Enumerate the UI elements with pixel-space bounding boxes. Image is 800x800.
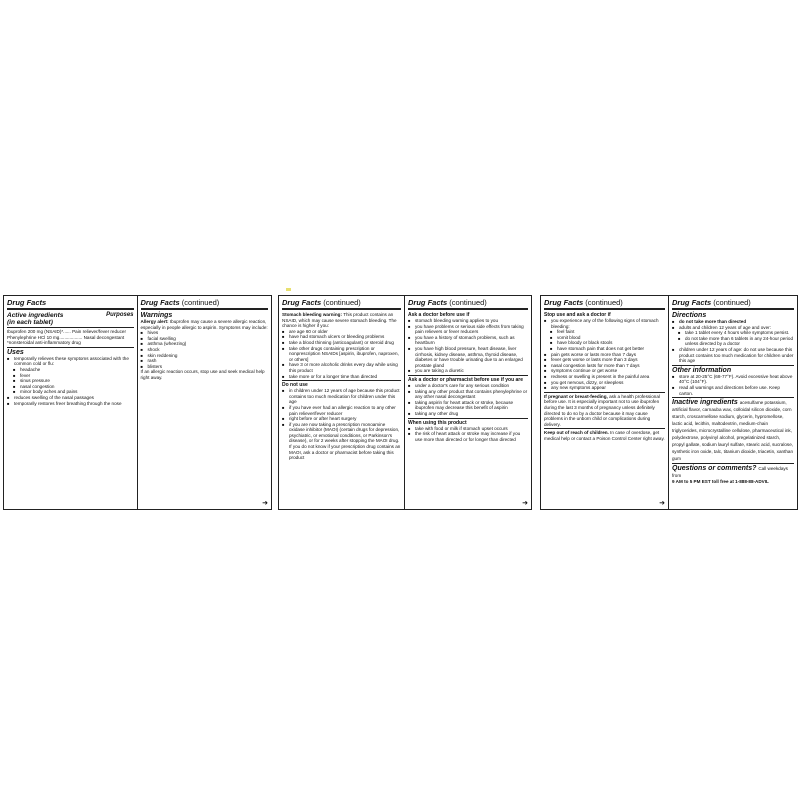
continue-arrow-icon: ➜	[262, 500, 268, 507]
list-item: ■ take a blood thinning (anticoagulant) or steroid drug	[282, 340, 401, 346]
list-item: ■ take 1 tablet every 4 hours while symptoms persist.	[672, 330, 794, 336]
other-information-heading: Other information	[672, 365, 794, 374]
drug-facts-panel-1	[3, 295, 272, 510]
list-item: ■ vomit blood	[544, 335, 665, 341]
list-item: ■ the risk of heart attack or stroke may increase if you use more than directed or for longer than directed	[408, 431, 528, 442]
list-item: ■ if you are now taking a prescription monoamine oxidase inhibitor (MAOI) (certain drugs for depression, psychiatric, or emotional conditions, or Parkinson's disease), or for 2 weeks after stopping the MAOI drug. If you do not know if your prescription drug contains an MAOI, ask a doctor or pharmacist before taking this product	[282, 422, 401, 461]
list-item: ■ adults and children 12 years of age and over:	[672, 325, 794, 331]
list-item: ■ reduces swelling of the nasal passages	[7, 395, 134, 401]
list-item: ■ you have problems or serious side effects from taking pain relievers or fever reducers	[408, 324, 528, 335]
do-not-use-heading: Do not use	[282, 380, 401, 388]
list-item: ■ you have a history of stomach problems, such as heartburn	[408, 335, 528, 346]
list-item: ■ any new symptoms appear	[544, 385, 665, 391]
continue-arrow-icon: ➜	[659, 500, 665, 507]
list-item: ■ blisters	[141, 364, 269, 370]
list-item: ■ take with food or milk if stomach upset occurs	[408, 426, 528, 432]
keep-out-of-reach: Keep out of reach of children. In case of overdose, get medical help or contact a Poison Control Center right away.	[544, 430, 665, 441]
pregnancy-warning: If pregnant or breast-feeding, ask a health professional before use. It is especially important not to use ibuprofen during the last 3 months of pregnancy unless definitely directed to do so by a doctor because it may cause problems in the unborn child or complications during delivery.	[544, 392, 665, 428]
warnings-column	[138, 296, 272, 509]
list-item: ■ you are taking a diuretic	[408, 368, 528, 374]
drug-facts-continued-title: Drug Facts (continued)	[282, 298, 401, 310]
list-item: ■ asthma (wheezing)	[141, 341, 269, 347]
list-item: ■ stomach bleeding warning applies to you	[408, 318, 528, 324]
active-ingredients-heading: Purposes Active ingredients (in each tablet)	[7, 312, 134, 326]
list-item: ■ temporarily restores freer breathing through the nose	[7, 401, 134, 407]
drug-facts-continued-title: Drug Facts (continued)	[141, 298, 269, 310]
list-item: ■ minor body aches and pains	[7, 389, 134, 395]
list-item: ■ skin reddening	[141, 353, 269, 359]
directions-column	[669, 296, 797, 509]
ingredient-ibuprofen: Ibuprofen 200 mg (NSAID)*...... Pain reliever/fever reducer	[7, 327, 134, 335]
stomach-bleeding-warning: Stomach bleeding warning: This product contains an NSAID, which may cause severe stomach bleeding. The chance is higher if you:	[282, 312, 397, 329]
list-item: ■ take more or for a longer time than directed	[282, 374, 401, 380]
list-item: ■ under a doctor's care for any serious condition	[408, 383, 528, 389]
purposes-heading: Purposes	[106, 312, 134, 318]
drug-facts-continued-title: Drug Facts (continued)	[544, 298, 665, 310]
list-item: ■ have 3 or more alcoholic drinks every day while using this product	[282, 362, 401, 373]
inactive-ingredients-block: Inactive ingredients acesulfame potassium, artificial flavor, carnauba wax, colloidal silicon dioxide, corn starch, croscarmellose sodium, glycerin, hypromellose, lactic acid, lecithin, maltodextrin, medium-chain triglycerides, microcrystalline cellulose, pharmaceutical ink, polydextrose, polyvinyl alcohol, pregelatinized starch, propyl gallate, sodium lauryl sulfate, stearic acid, sucralose, synthetic iron oxide, talc, titanium dioxide, triacetin, xanthan gum	[672, 399, 794, 462]
list-item: ■ store at 20-25°C (68-77°F). Avoid excessive heat above 40°C (104°F).	[672, 374, 794, 385]
list-item: ■ you get nervous, dizzy, or sleepless	[544, 380, 665, 386]
list-item: ■ children under 12 years of age: do not use because this product contains too much medication for children under this age	[672, 347, 794, 364]
continue-arrow-icon: ➜	[522, 500, 528, 507]
list-item: ■ fever	[7, 373, 134, 379]
ingredient-phenylephrine: Phenylephrine HCl 10 mg.................. Nasal decongestant	[7, 334, 125, 340]
directions-heading: Directions	[672, 312, 707, 319]
uses-heading: Uses	[7, 347, 134, 356]
ask-pharmacist-heading: Ask a doctor or pharmacist before use if you are	[408, 375, 528, 383]
questions-phone: 9 AM to 5 PM EST toll free at 1-888-88-ADVIL	[672, 479, 769, 485]
highlight-mark	[286, 288, 291, 291]
list-item: ■ are age 60 or older	[282, 329, 401, 335]
active-ingredients-column	[4, 296, 138, 509]
questions-block: Questions or comments? Call weekdays from	[672, 463, 794, 479]
allergy-action: If an allergic reaction occurs, stop use and seek medical help right away.	[140, 369, 265, 380]
stomach-bleeding-column	[279, 296, 405, 509]
list-item: ■ taking aspirin for heart attack or stroke, because ibuprofen may decrease this benefit of aspirin	[408, 400, 528, 411]
list-item: ■ sinus pressure	[7, 378, 134, 384]
list-item: ■ have stomach pain that does not get better	[544, 346, 665, 352]
list-item: ■ in children under 12 years of age because this product contains too much medication for children under this age	[282, 388, 401, 405]
ask-doctor-column	[405, 296, 531, 509]
warnings-heading: Warnings	[140, 312, 173, 319]
list-item: ■ read all warnings and directions before use. Keep carton.	[672, 385, 794, 396]
stop-use-heading: Stop use and ask a doctor if	[544, 312, 611, 318]
list-item: ■ shock	[141, 347, 269, 353]
list-item: ■ taking any other product that contains phenylephrine or any other nasal decongestant	[408, 389, 528, 400]
list-item: ■ take other drugs containing prescription or nonprescription NSAIDs [aspirin, ibuprofen, naproxen, or others]	[282, 346, 401, 363]
nsaid-footnote: *nonsteroidal anti-inflammatory drug	[7, 340, 81, 346]
list-item: ■ do not take more than 6 tablets in any 24-hour period unless directed by a doctor	[672, 336, 794, 347]
list-item: ■ redness or swelling is present in the painful area	[544, 374, 665, 380]
list-item: ■ have had stomach ulcers or bleeding problems	[282, 334, 401, 340]
drug-facts-title: Drug Facts	[7, 298, 134, 310]
list-item: ■ symptoms continue or get worse	[544, 368, 665, 374]
list-item: ■ have bloody or black stools	[544, 340, 665, 346]
list-item: ■ nasal congestion	[7, 384, 134, 390]
list-item: ■ right before or after heart surgery	[282, 416, 401, 422]
list-item: ■ pain gets worse or lasts more than 7 days	[544, 352, 665, 358]
allergy-alert: Allergy alert: Ibuprofen may cause a severe allergic reaction, especially in people allergic to aspirin. Symptoms may include:	[140, 319, 268, 330]
list-item: ■ headache	[7, 367, 134, 373]
list-item: ■ do not take more than directed	[672, 319, 794, 325]
list-item: ■ facial swelling	[141, 336, 269, 342]
list-item: ■ rash	[141, 358, 269, 364]
drug-facts-panel-3	[540, 295, 798, 510]
list-item: ■ you have high blood pressure, heart disease, liver cirrhosis, kidney disease, asthma, thyroid disease, diabetes or have trouble urinating due to an enlarged prostate gland	[408, 346, 528, 368]
drug-facts-continued-title: Drug Facts (continued)	[672, 298, 794, 310]
list-item: ■ feel faint	[544, 329, 665, 335]
ask-doctor-heading: Ask a doctor before use if	[408, 312, 470, 318]
list-item: ■ if you have ever had an allergic reaction to any other pain reliever/fever reducer	[282, 405, 401, 416]
stop-use-column	[541, 296, 669, 509]
stop-use-intro: ■ you experience any of the following signs of stomach bleeding:	[544, 318, 665, 329]
drug-facts-panel-2	[278, 295, 532, 510]
list-item: ■ taking any other drug	[408, 411, 528, 417]
uses-intro: ■ temporarily relieves these symptoms associated with the common cold or flu:	[7, 356, 134, 367]
inactive-ingredients-list: acesulfame potassium, artificial flavor, carnauba wax, colloidal silicon dioxide, corn starch, croscarmellose sodium, glycerin, hypromellose, lactic acid, lecithin, maltodextrin, medium-chain triglycerides, microcrystalline cellulose, pharmaceutical ink, polydextrose, polyvinyl alcohol, pregelatinized starch, propyl gallate, sodium lauryl sulfate, stearic acid, sucralose, synthetic iron oxide, talc, titanium dioxide, triacetin, xanthan gum	[672, 400, 794, 462]
list-item: ■ hives	[141, 330, 269, 336]
drug-facts-continued-title: Drug Facts (continued)	[408, 298, 528, 310]
when-using-heading: When using this product	[408, 418, 528, 426]
list-item: ■ fever gets worse or lasts more than 3 days	[544, 357, 665, 363]
list-item: ■ nasal congestion lasts for more than 7 days	[544, 363, 665, 369]
